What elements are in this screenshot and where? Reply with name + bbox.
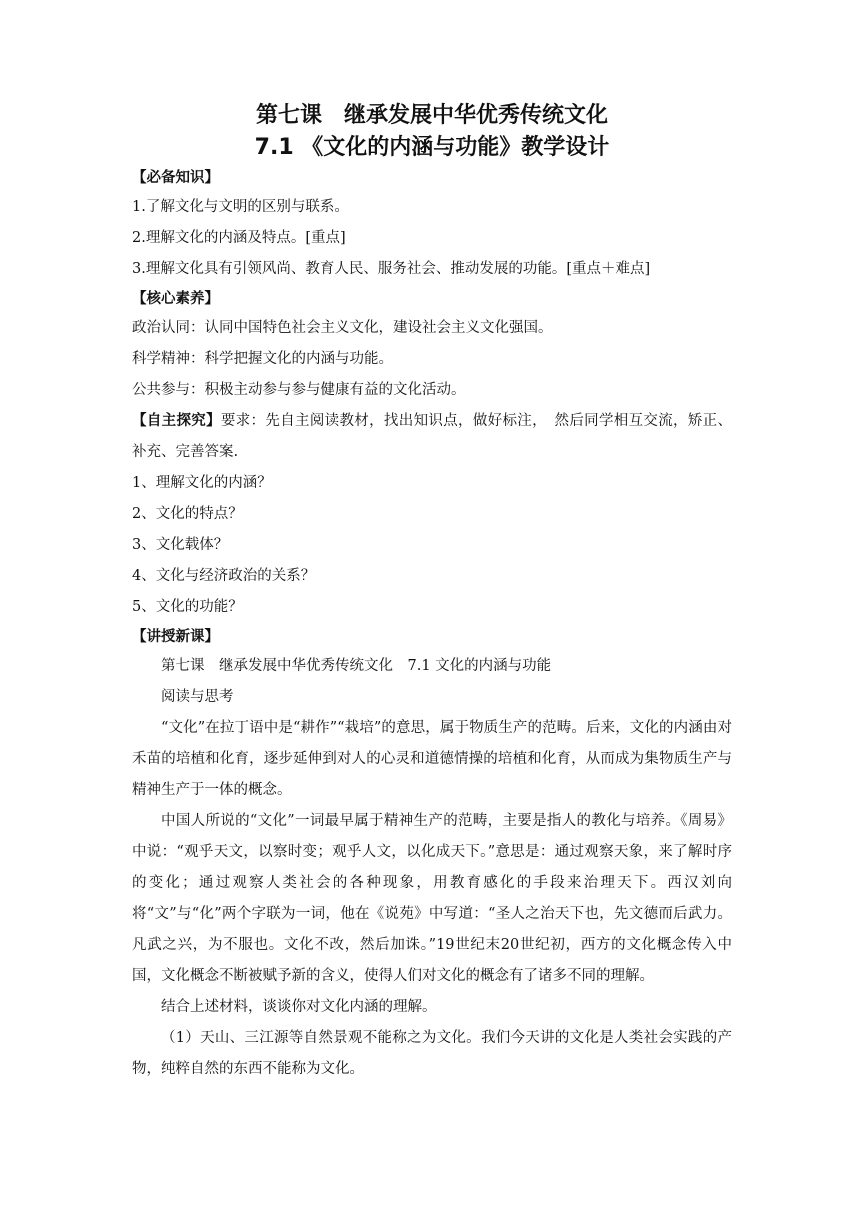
explore-paragraph [132,406,732,468]
explore-question-1: 1、理解文化的内涵？ [132,475,272,491]
document-page [132,100,732,1085]
explore-question-2: 2、文化的特点？ [132,506,243,522]
knowledge-item-1: 1.了解文化与文明的区别与联系。 [132,199,349,215]
reading-label: 阅读与思考 [161,689,234,705]
explore-heading: 【自主探究】 [132,413,221,429]
knowledge-heading: 【必备知识】 [132,170,219,186]
document-title-line1: 第七课 继承发展中华优秀传统文化 [255,103,608,128]
lecture-paragraph-4: （1）天山、三江源等自然景观不能称之为文化。我们今天讲的文化是人类社会实践的产物，纯粹自然的东西不能称为文化。 [132,1030,732,1077]
literacy-item-2: 科学精神：科学把握文化的内涵与功能。 [132,351,393,367]
lecture-paragraph-1: “文化”在拉丁语中是“耕作”“栽培”的意思，属于物质生产的范畴。后来，文化的内涵由对禾苗的培植和化育，逐步延伸到对人的心灵和道德情操的培植和化育，从而成为集物质生产与精神生产于一体的概念。 [132,720,732,798]
literacy-heading: 【核心素养】 [132,291,219,307]
document-title-line2: 7.1 《文化的内涵与功能》教学设计 [254,135,610,160]
literacy-item-3: 公共参与：积极主动参与参与健康有益的文化活动。 [132,382,466,398]
explore-question-5: 5、文化的功能？ [132,599,243,615]
lecture-heading: 【讲授新课】 [132,629,219,645]
knowledge-item-2: 2.理解文化的内涵及特点。[重点] [132,230,346,246]
lecture-paragraph-2: 中国人所说的“文化”一词最早属于精神生产的范畴，主要是指人的教化与培养。《周易》中说：“观乎天文，以察时变；观乎人文，以化成天下。”意思是：通过观察天象，来了解时序的变化；通过观察人类社会的各种现象，用教育感化的手段来治理天下。西汉刘向将“文”与“化”两个字联为一词，他在《说苑》中写道：“圣人之治天下也，先文德而后武力。凡武之兴，为不服也。文化不改，然后加诛。”19世纪末20世纪初，西方的文化概念传入中国，文化概念不断被赋予新的含义，使得人们对文化的概念有了诸多不同的理解。 [132,813,732,984]
knowledge-item-3: 3.理解文化具有引领风尚、教育人民、服务社会、推动发展的功能。[重点＋难点] [132,261,651,277]
explore-question-3: 3、文化载体？ [132,537,229,553]
explore-text: 要求：先自主阅读教材，找出知识点，做好标注， 然后同学相互交流，矫正、补充、完善答案. [132,413,733,460]
lecture-subtitle: 第七课 继承发展中华优秀传统文化 7.1 文化的内涵与功能 [161,658,552,674]
literacy-item-1: 政治认同：认同中国特色社会主义文化，建设社会主义文化强国。 [132,320,553,336]
lecture-paragraph-3: 结合上述材料，谈谈你对文化内涵的理解。 [161,999,437,1015]
explore-question-4: 4、文化与经济政治的关系？ [132,568,316,584]
